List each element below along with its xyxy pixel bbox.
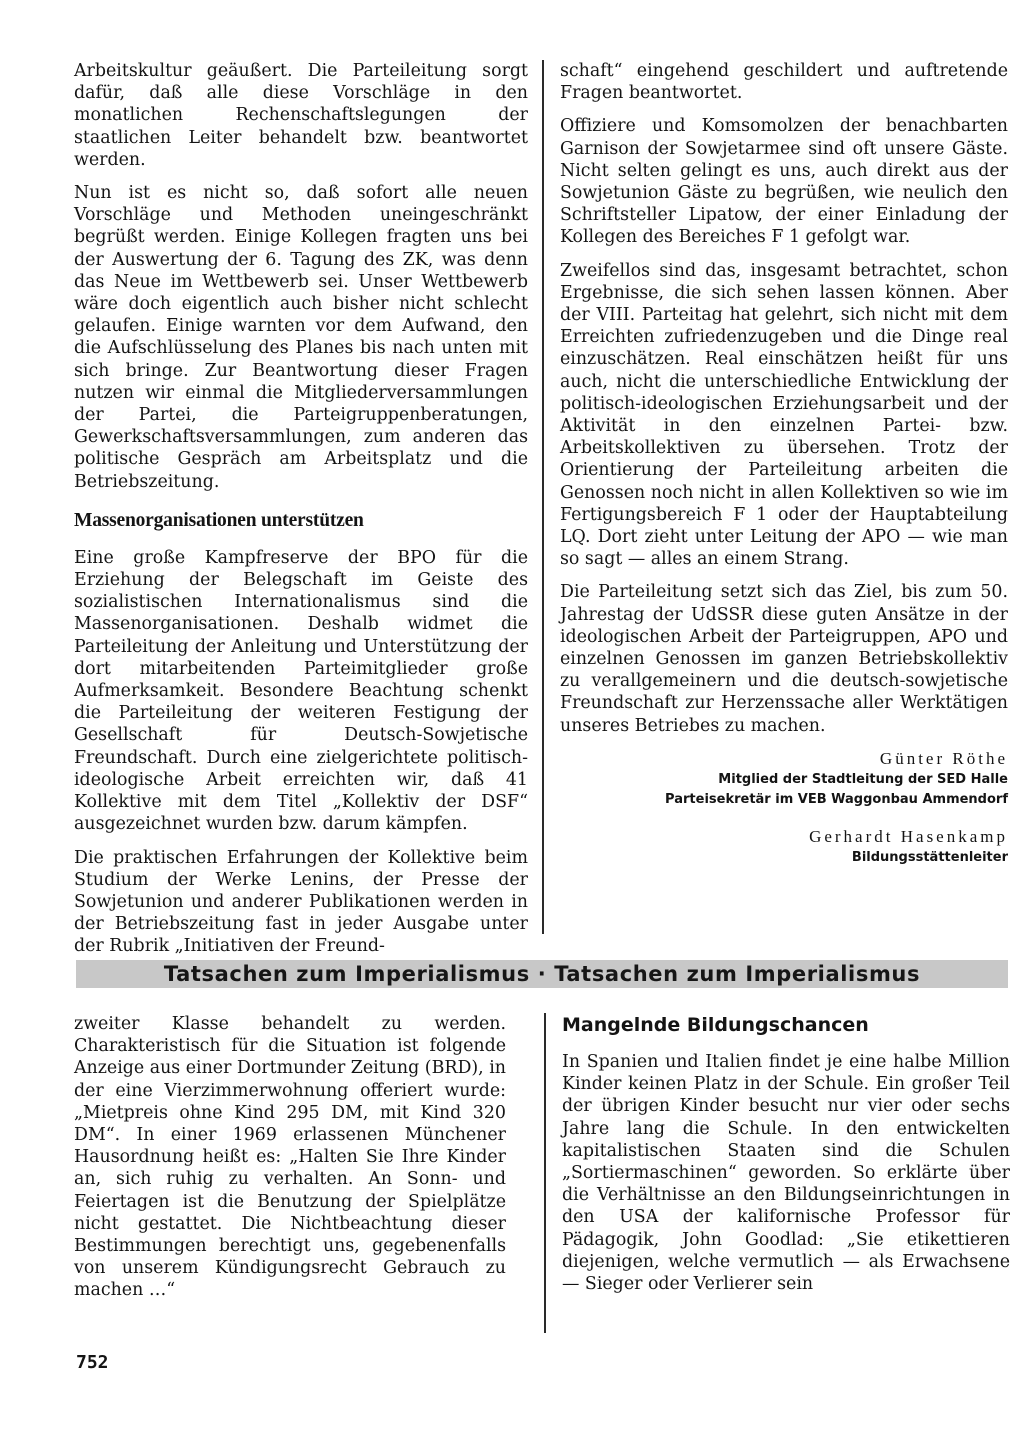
column-divider (544, 1013, 546, 1333)
section-heading: Massenorganisationen unterstützen (74, 509, 364, 531)
paragraph: Eine große Kampfreserve der BPO für die Erziehung der Belegschaft im Geiste des sozialistischen Internationalismus sind die Massenorganisationen. Deshalb widmet die Parteileitung der Anleitung und Unterstützung der dort mitarbeitenden Parteimitglieder große Aufmerksamkeit. Besondere Beachtung schenkt die Parteileitung der weiteren Festigung der Gesellschaft für Deutsch-Sowjetische Freundschaft. Durch eine zielgerichtete politisch-ideologische Arbeit erreichten wir, daß 41 Kollektive mit dem Titel „Kollektiv der DSF“ ausgezeichnet wurden bzw. darum kämpfen. (74, 547, 528, 835)
section-heading: Mangelnde Bildungschancen (562, 1014, 869, 1036)
paragraph: Zweifellos sind das, insgesamt betrachtet, schon Ergebnisse, die sich sehen lassen können. Aber der VIII. Parteitag hat gelehrt, sich nicht mit dem Erreichten zufriedenzugeben und die Dinge real einzuschätzen. Real einschätzen heißt für uns auch, nicht die unterschiedliche Entwicklung der politisch-ideologischen Erziehungsarbeit und der Aktivität in den einzelnen Partei- bzw. Arbeitskollektiven zu übersehen. Trotz der Orientierung der Parteileitung arbeiten die Genossen noch nicht in allen Kollektiven so wie im Fertigungsbereich F 1 oder der Hauptabteilung LQ. Dort zieht unter Leitung der APO — wie man so sagt — alles an einem Strang. (560, 260, 1008, 570)
signature-block (560, 748, 1008, 868)
column-bottom-left (74, 1013, 506, 1313)
paragraph: Nun ist es nicht so, daß sofort alle neuen Vorschläge und Methoden uneingeschränkt begrüßt werden. Einige Kollegen fragten uns bei der Auswertung der 6. Tagung des ZK, was denn das Neue im Wettbewerb sei. Unser Wettbewerb wäre doch eigentlich auch bisher nicht schlecht gelaufen. Einige warnten vor dem Aufwand, den die Aufschlüsselung des Planes bis nach unten mit sich bringe. Zur Beantwortung dieser Fragen nutzen wir einmal die Mitgliederversammlungen der Partei, die Parteigruppenberatungen, Gewerkschaftsversammlungen, zum anderen das politische Gespräch am Arbeitsplatz und die Betriebszeitung. (74, 183, 528, 492)
author-role: Mitglied der Stadtleitung der SED Halle (718, 771, 1008, 787)
author-role: Bildungsstättenleiter (851, 849, 1008, 865)
author-name: Gerhardt Hasenkamp (809, 826, 1008, 846)
section-banner (76, 960, 1008, 988)
author-name: Günter Röthe (879, 748, 1008, 768)
column-top-right (560, 60, 1008, 868)
banner-title: Tatsachen zum Imperialismus · Tatsachen zum Imperialismus (163, 962, 921, 986)
column-top-left (74, 60, 528, 969)
column-bottom-right (562, 1013, 1010, 1306)
page-number: 752 (76, 1352, 109, 1373)
paragraph: Offiziere und Komsomolzen der benachbarten Garnison der Sowjetarmee sind oft unsere Gäste. Nicht selten gelingt es uns, auch direkt aus der Sowjetunion Gäste zu begrüßen, wie neulich den Schriftsteller Lipatow, der einer Einladung der Kollegen des Bereiches F 1 gefolgt war. (560, 116, 1008, 248)
paragraph: Arbeitskultur geäußert. Die Parteileitung sorgt dafür, daß alle diese Vorschläge in den monatlichen Rechenschaftslegungen der staatlichen Leiter behandelt bzw. beantwortet werden. (74, 61, 528, 170)
column-divider (542, 60, 544, 934)
paragraph: Die praktischen Erfahrungen der Kollektive beim Studium der Werke Lenins, der Presse der Sowjetunion und anderer Publikationen werden in der Betriebszeitung fast in jeder Ausgabe unter der Rubrik „Initiativen der Freund- (74, 847, 528, 957)
paragraph: zweiter Klasse behandelt zu werden. Charakteristisch für die Situation ist folgende Anzeige aus einer Dortmunder Zeitung (BRD), in der eine Vierzimmerwohnung offeriert wurde: „Mietpreis ohne Kind 295 DM, mit Kind 320 DM“. In einer 1969 erlassenen Münchener Hausordnung heißt es: „Halten Sie Ihre Kinder an, sich ruhig zu verhalten. An Sonn- und Feiertagen ist die Benutzung der Spielplätze nicht gestattet. Die Nichtbeachtung dieser Bestimmungen berechtigt uns, gegebenenfalls von unserem Kündigungsrecht Gebrauch zu machen …“ (74, 1014, 506, 1301)
paragraph: In Spanien und Italien findet je eine halbe Million Kinder keinen Platz in der Schule. Ein großer Teil der übrigen Kinder besucht nur vier oder sechs Jahre lang die Schule. In den entwickelten kapitalistischen Staaten sind die Schulen „Sortiermaschinen“ geworden. So erklärte über die Verhältnisse an den Bildungseinrichtungen in den USA der kalifornische Professor für Pädagogik, John Goodlad: „Sie etikettieren diejenigen, welche vermutlich — als Erwachsene — Sieger oder Verlierer sein (562, 1052, 1010, 1295)
paragraph: Die Parteileitung setzt sich das Ziel, bis zum 50. Jahrestag der UdSSR diese guten Ansätze in der ideologischen Arbeit der Parteigruppen, APO und einzelnen Genossen im ganzen Betriebskollektiv zu verallgemeinern und die deutsch-sowjetische Freundschaft zur Herzenssache aller Werktätigen unseres Betriebes zu machen. (560, 582, 1008, 736)
author-role: Parteisekretär im VEB Waggonbau Ammendorf (665, 791, 1008, 807)
paragraph: schaft“ eingehend geschildert und auftretende Fragen beantwortet. (560, 61, 1008, 104)
